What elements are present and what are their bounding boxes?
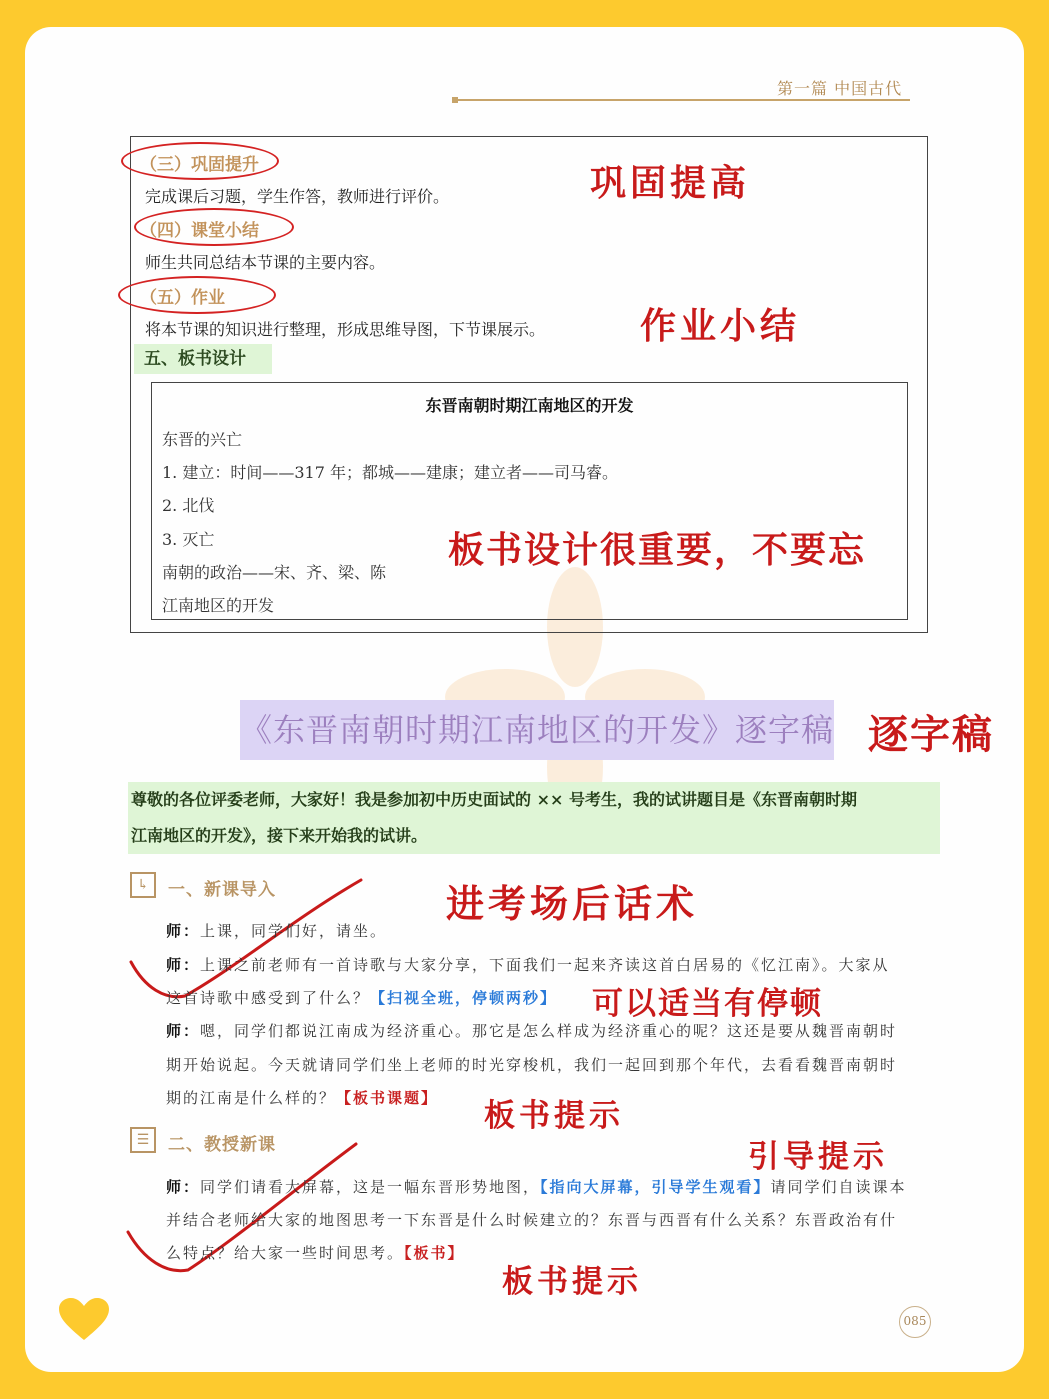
list-icon: ☰ bbox=[130, 1127, 156, 1153]
heart-icon-bottom-left bbox=[57, 1296, 111, 1342]
dialogue-text: 并结合老师给大家的地图思考一下东晋是什么时候建立的？东晋与西晋有什么关系？东晋政治有什 bbox=[166, 1211, 898, 1229]
page-number: 085 bbox=[899, 1306, 931, 1338]
section-text-homework: 将本节课的知识进行整理，形成思维导图，下节课展示。 bbox=[145, 320, 546, 339]
dialogue-line bbox=[166, 987, 557, 1008]
speaker-label: 师： bbox=[166, 1178, 201, 1196]
section-heading-homework: （五）作业 bbox=[140, 288, 225, 308]
dialogue-text: 么特点？给大家一些时间思考。 bbox=[166, 1244, 405, 1262]
board-line: 江南地区的开发 bbox=[162, 596, 275, 615]
annotation-verbatim: 逐字稿 bbox=[868, 712, 994, 758]
circle-mark bbox=[118, 276, 276, 314]
section-heading-consolidate: （三）巩固提升 bbox=[140, 155, 259, 175]
dialogue-text: 请同学们自读课本 bbox=[770, 1178, 907, 1196]
dialogue-line bbox=[166, 1020, 897, 1041]
dialogue-text: 这首诗歌中感受到了什么？ bbox=[166, 989, 371, 1007]
dialogue-line bbox=[166, 1242, 465, 1263]
dialogue-text: 嗯，同学们都说江南成为经济重心。那它是怎么样成为经济重心的呢？这还是要从魏晋南朝时 bbox=[200, 1022, 898, 1040]
dialogue-text: 期的江南是什么样的？ bbox=[166, 1089, 337, 1107]
dialogue-line bbox=[166, 954, 890, 975]
stage-cue: 【扫视全班，停顿两秒】 bbox=[370, 989, 558, 1007]
dialogue-text: 期开始说起。今天就请同学们坐上老师的时光穿梭机，我们一起回到那个年代，去看看魏晋南朝时 bbox=[166, 1056, 898, 1074]
dialogue-text: 上课，同学们好，请坐。 bbox=[200, 922, 388, 940]
board-line: 3. 灭亡 bbox=[162, 530, 215, 549]
annotation-board-important: 板书设计很重要，不要忘 bbox=[448, 530, 867, 571]
greeting-line: 江南地区的开发》，接下来开始我的试讲。 bbox=[131, 826, 428, 845]
speaker-label: 师： bbox=[166, 956, 201, 974]
stage-cue: 【指向大屏幕，引导学生观看】 bbox=[540, 1178, 771, 1196]
stage-cue: 【板书】 bbox=[404, 1244, 465, 1262]
annotation-exam-script: 进考场后话术 bbox=[446, 882, 699, 926]
annotation-board-hint-2: 板书提示 bbox=[502, 1264, 642, 1300]
section-title-intro: 一、新课导入 bbox=[168, 880, 276, 900]
dialogue-line bbox=[166, 1087, 438, 1108]
annotation-board-hint: 板书提示 bbox=[484, 1098, 624, 1134]
section-title-new-lesson: 二、教授新课 bbox=[168, 1135, 276, 1155]
dialogue-line bbox=[166, 1209, 897, 1230]
dialogue-line bbox=[166, 1176, 907, 1197]
board-line: 2. 北伐 bbox=[162, 496, 215, 515]
annotation-guide-hint: 引导提示 bbox=[748, 1139, 888, 1175]
section-text-summary: 师生共同总结本节课的主要内容。 bbox=[145, 253, 386, 272]
chapter-title: 第一篇 中国古代 bbox=[777, 79, 903, 98]
stage-cue: 【板书课题】 bbox=[336, 1089, 439, 1107]
annotation-pause: 可以适当有停顿 bbox=[592, 986, 823, 1022]
header-rule-dot bbox=[452, 97, 458, 103]
board-title: 东晋南朝时期江南地区的开发 bbox=[425, 396, 634, 415]
board-line: 东晋的兴亡 bbox=[162, 430, 243, 449]
section-text-consolidate: 完成课后习题，学生作答，教师进行评价。 bbox=[145, 187, 450, 206]
dialogue-text: 上课之前老师有一首诗歌与大家分享，下面我们一起来齐读这首白居易的《忆江南》。大家从 bbox=[200, 956, 890, 974]
dialogue-text: 同学们请看大屏幕，这是一幅东晋形势地图， bbox=[200, 1178, 541, 1196]
circle-mark bbox=[121, 142, 279, 180]
circle-mark bbox=[134, 208, 294, 246]
board-design-box bbox=[151, 382, 908, 620]
section-heading-summary: （四）课堂小结 bbox=[140, 221, 259, 241]
speaker-label: 师： bbox=[166, 1022, 201, 1040]
greeting-line: 尊敬的各位评委老师，大家好！我是参加初中历史面试的 ×× 号考生，我的试讲题目是《东晋南朝时期 bbox=[131, 790, 857, 809]
board-line: 1. 建立：时间——317 年；都城——建康；建立者——司马睿。 bbox=[162, 463, 618, 482]
dialogue-line bbox=[166, 1054, 897, 1075]
board-line: 南朝的政治——宋、齐、梁、陈 bbox=[162, 563, 387, 582]
annotation-consolidate: 巩固提高 bbox=[590, 163, 751, 204]
lesson-icon: ↳ bbox=[130, 872, 156, 898]
verbatim-title: 《东晋南朝时期江南地区的开发》逐字稿 bbox=[240, 700, 834, 760]
annotation-homework-summary: 作业小结 bbox=[640, 306, 801, 347]
greeting-block bbox=[128, 782, 940, 854]
dialogue-line bbox=[166, 920, 387, 941]
header-rule bbox=[456, 99, 910, 101]
board-design-heading: 五、板书设计 bbox=[134, 344, 272, 374]
speaker-label: 师： bbox=[166, 922, 201, 940]
